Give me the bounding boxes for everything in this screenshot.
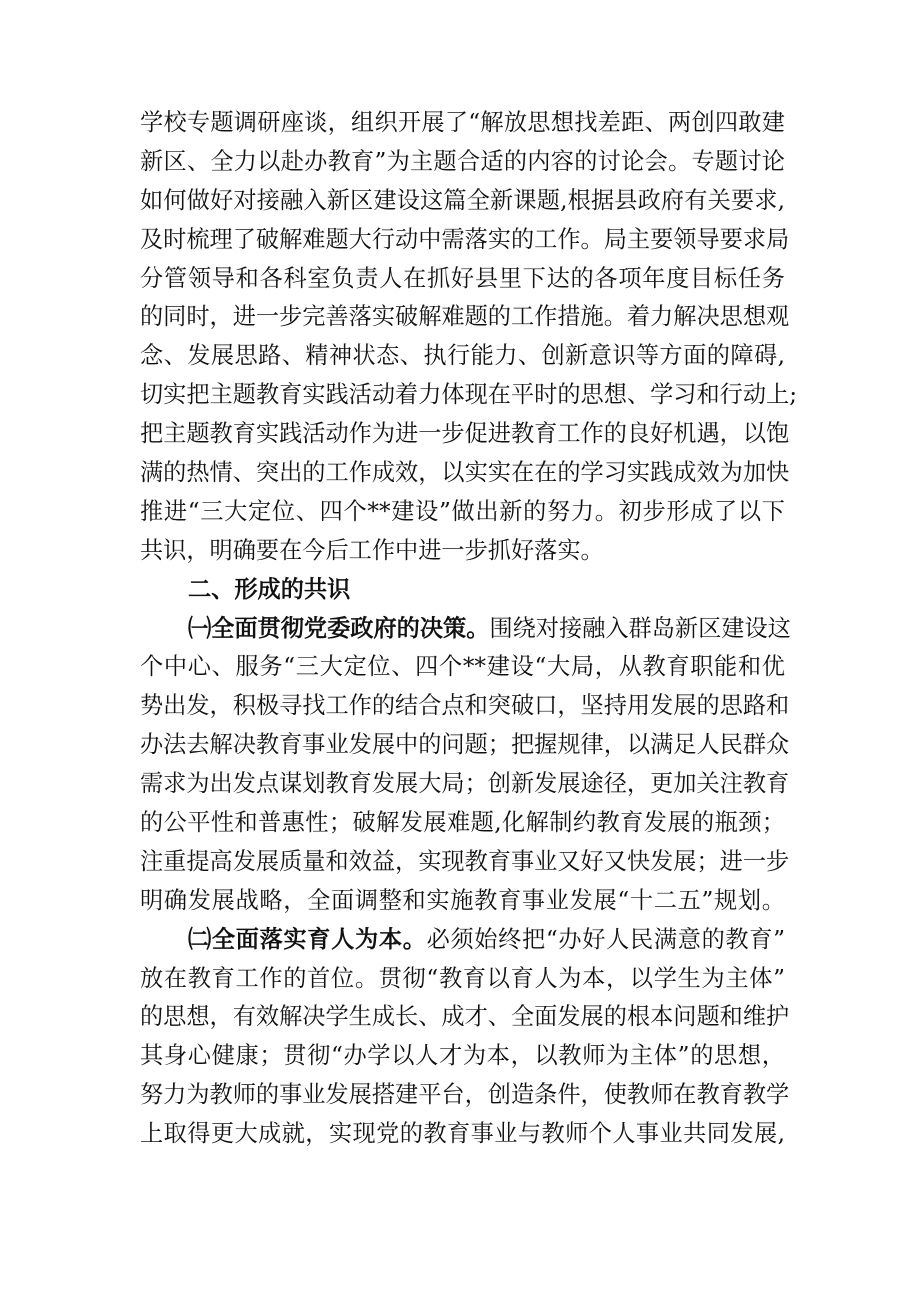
text-line: 切实把主题教育实践活动着力体现在平时的思想、学习和行动上; (140, 381, 798, 409)
text-line: 明确发展战略，全面调整和实施教育事业发展“十二五”规划。 (140, 886, 785, 914)
text-line: 及时梳理了破解难题大行动中需落实的工作。局主要领导要求局 (140, 225, 790, 253)
item-first-line (140, 610, 791, 649)
text-line: 办法去解决教育事业发展中的问题；把握规律，以满足人民群众 (140, 731, 790, 759)
text-line: 新区、全力以赴办教育”为主题合适的内容的讨论会。专题讨论 (140, 147, 785, 175)
text-line: 把主题教育实践活动作为进一步促进教育工作的良好机遇，以饱 (140, 420, 790, 448)
section-heading: 二、形成的共识 (188, 575, 351, 603)
item-first-line (140, 921, 785, 960)
text-line: 个中心、服务“三大定位、四个**建设“大局，从教育职能和优 (140, 653, 785, 681)
item-first-line-rest: 必须始终把“办好人民满意的教育” (426, 925, 785, 953)
item-first-line-rest: 围绕对接融入群岛新区建设这 (489, 614, 791, 642)
text-line: 共识，明确要在今后工作中进一步抓好落实。 (140, 536, 604, 564)
text-line: 的同时，进一步完善落实破解难题的工作措施。着力解决思想观 (140, 303, 790, 331)
text-line: 分管领导和各科室负责人在抓好县里下达的各项年度目标任务 (140, 264, 785, 292)
text-line: 的思想，有效解决学生成长、成才、全面发展的根本问题和维护 (140, 1003, 790, 1031)
text-line: 如何做好对接融入新区建设这篇全新课题,根据县政府有关要求, (140, 186, 785, 214)
text-line: 念、发展思路、精神状态、执行能力、创新意识等方面的障碍, (140, 342, 785, 370)
text-line: 上取得更大成就，实现党的教育事业与教师个人事业共同发展, (140, 1120, 785, 1148)
text-line: 势出发，积极寻找工作的结合点和突破口，坚持用发展的思路和 (140, 692, 790, 720)
text-line: 推进“三大定位、四个**建设”做出新的努力。初步形成了以下 (140, 497, 785, 525)
paragraph-intro (140, 104, 798, 571)
text-line: 需求为出发点谋划教育发展大局；创新发展途径，更加关注教育 (140, 770, 790, 798)
item-lead: ㈡全面落实育人为本。 (188, 925, 427, 953)
paragraph-item-1 (140, 610, 791, 921)
text-line: 注重提高发展质量和效益，实现教育事业又好又快发展；进一步 (140, 847, 790, 875)
item-lead: ㈠全面贯彻党委政府的决策。 (188, 614, 490, 642)
text-line: 放在教育工作的首位。贯彻“教育以育人为本，以学生为主体” (140, 964, 785, 992)
text-line: 努力为教师的事业发展搭建平台，创造条件，使教师在教育教学 (140, 1081, 790, 1109)
paragraph-item-2 (140, 921, 790, 1154)
document-body (140, 104, 798, 1154)
text-line: 学校专题调研座谈，组织开展了“解放思想找差距、两创四敢建 (140, 109, 785, 136)
text-line: 其身心健康；贯彻“办学以人才为本，以教师为主体”的思想， (140, 1042, 785, 1070)
text-line: 满的热情、突出的工作成效，以实实在在的学习实践成效为加快 (140, 459, 790, 487)
text-line: 的公平性和普惠性；破解发展难题,化解制约教育发展的瓶颈； (140, 809, 785, 837)
